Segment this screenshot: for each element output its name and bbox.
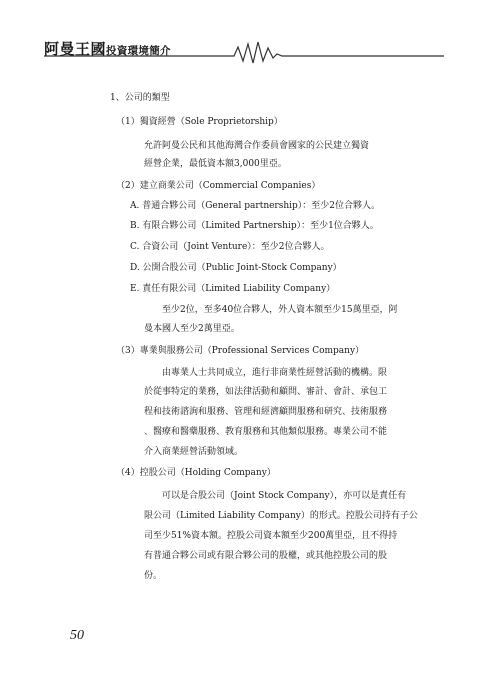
header-wave-rule (44, 30, 444, 64)
item-3-body-line: 於從事特定的業務，如法律活動和顧問、審計、會計、承包工 (144, 387, 388, 397)
item-4-body-line: 限公司（Limited Liability Company）的形式。控股公司持有子公 (144, 511, 418, 521)
item-2-subitem: E. 責任有限公司（Limited Liability Company） (130, 284, 336, 294)
item-4-body-line: 可以是合股公司（Joint Stock Company），亦可以是責任有 (162, 491, 407, 501)
header-title-sub: 投資環境簡介 (106, 45, 171, 57)
page-number: 50 (70, 628, 84, 643)
item-2-subitem: A. 普通合夥公司（General partnership）：至少2位合夥人。 (130, 201, 381, 211)
item-1-body-line: 經營企業，最低資本額3,000里亞。 (144, 159, 287, 169)
item-4-body-line: 份。 (144, 571, 163, 581)
header-title-main: 阿曼王國 (44, 40, 107, 58)
item-4-body-line: 有普通合夥公司或有限合夥公司的股權，或其他控股公司的股 (144, 551, 388, 561)
item-3-body-line: 介入商業經營活動領域。 (144, 447, 244, 457)
item-3-label: （3）專業與服務公司（Professional Services Company） (116, 346, 365, 356)
item-4-label: （4）控股公司（Holding Company） (116, 468, 276, 478)
item-2-label: （2）建立商業公司（Commercial Companies） (116, 181, 321, 191)
item-4-body-line: 司至少51%資本額。控股公司資本額至少200萬里亞，且不得持 (144, 531, 398, 541)
item-2-subitem: D. 公開合股公司（Public Joint-Stock Company） (130, 263, 342, 273)
item-2-body-line: 至少2位，至多40位合夥人，外人資本額至少15萬里亞，阿 (162, 305, 398, 315)
item-2-subitem: B. 有限合夥公司（Limited Partnership）：至少1位合夥人。 (130, 221, 379, 231)
item-3-body-line: 程和技術諮詢和服務、管理和經濟顧問服務和研究、技術服務 (144, 407, 388, 417)
item-1-body-line: 允許阿曼公民和其他海灣合作委員會國家的公民建立獨資 (144, 141, 370, 151)
item-3-body-line: 、醫療和醫藥服務、教育服務和其他類似服務。專業公司不能 (144, 427, 388, 437)
running-header (44, 30, 444, 64)
section-heading: 1、公司的類型 (110, 93, 170, 103)
item-2-subitem: C. 合資公司（Joint Venture）：至少2位合夥人。 (130, 242, 330, 252)
item-1-label: （1）獨資經營（Sole Proprietorship） (116, 117, 283, 127)
item-3-body-line: 由專業人士共同成立，進行非商業性經營活動的機構。限 (162, 368, 388, 378)
item-2-body-line: 曼本國人至少2萬里亞。 (144, 324, 240, 334)
